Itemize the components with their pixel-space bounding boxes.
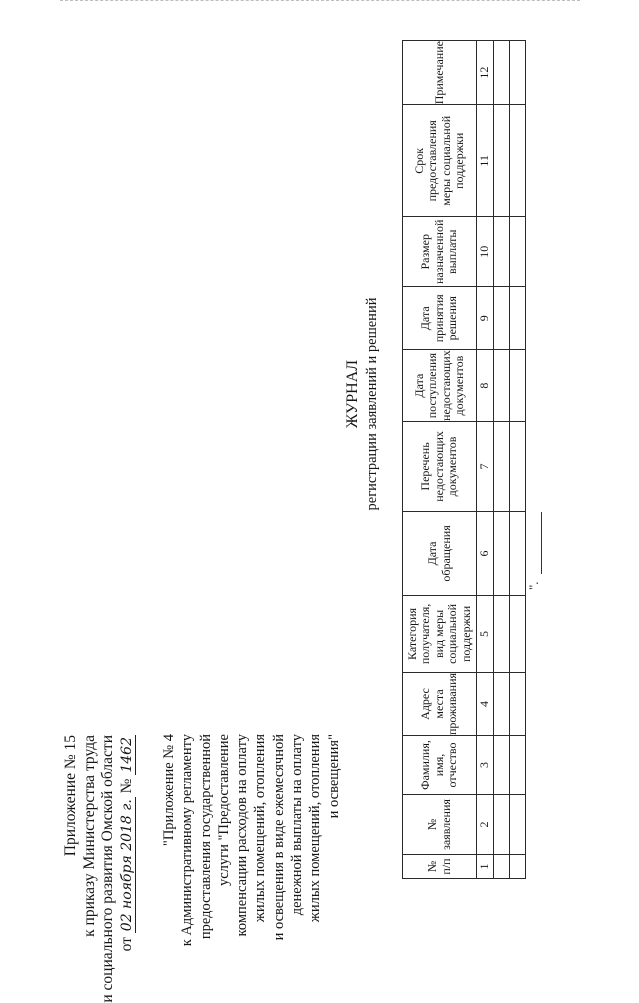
column-header: № п/п — [403, 855, 477, 879]
order-reference: к приказу Министерства труда — [81, 735, 98, 937]
table-row — [494, 41, 510, 879]
journal-title: ЖУРНАЛ — [344, 359, 361, 429]
column-header: Примечание — [403, 41, 477, 105]
column-number: 6 — [477, 511, 494, 595]
column-header: Срок предоставления меры социальной поддержки — [403, 105, 477, 217]
column-header: Дата принятия решения — [403, 287, 477, 350]
column-number: 11 — [477, 105, 494, 217]
order-date-line — [118, 735, 136, 951]
column-number: 7 — [477, 421, 494, 511]
column-number: 5 — [477, 595, 494, 672]
appendix-line: компенсации расходов на оплату — [234, 734, 251, 937]
table-header-row — [403, 41, 477, 879]
handwritten-number: 1462 — [119, 737, 135, 773]
column-header: Перечень недостающих документов — [403, 421, 477, 511]
closing-quote: ". — [526, 581, 541, 590]
appendix-line: услуги "Предоставление — [215, 734, 232, 887]
appendix-block — [160, 734, 343, 946]
appendix-line: денежной выплаты на оплату — [289, 734, 306, 916]
column-number: 10 — [477, 217, 494, 287]
column-number: 9 — [477, 287, 494, 350]
appendix-line: и освещения" — [325, 734, 342, 819]
column-header: № заявления — [403, 795, 477, 855]
column-header: Фамилия, имя, отчество — [403, 736, 477, 795]
column-number: 4 — [477, 672, 494, 735]
column-header: Дата обращения — [403, 511, 477, 595]
appendix-line: жилых помещений, отопления — [307, 734, 324, 923]
appendix-line: и освещения в виде ежемесячной — [270, 734, 287, 941]
appendix-line: жилых помещений, отопления — [252, 734, 269, 923]
handwritten-date: 02 ноября 2018 г. — [119, 799, 135, 932]
appendix-line: к Административному регламенту — [179, 734, 196, 947]
column-number: 8 — [477, 350, 494, 422]
date-prefix: от — [118, 937, 135, 952]
column-number: 2 — [477, 795, 494, 855]
column-header: Размер назначенной выплаты — [403, 217, 477, 287]
journal-subtitle: регистрации заявлений и решений — [364, 297, 380, 511]
appendix-line: "Приложение № 4 — [161, 734, 177, 847]
column-header: Дата поступления недостающих документов — [403, 350, 477, 422]
column-number: 1 — [477, 855, 494, 879]
ministry-name: и социального развития Омской области — [99, 735, 116, 1003]
order-appendix-label: Приложение № 15 — [62, 735, 79, 857]
appendix-line: предоставления государственной — [197, 734, 214, 940]
column-header: Категория получателя, вид меры социальной поддержки — [403, 595, 477, 672]
column-number: 3 — [477, 736, 494, 795]
column-number-row — [477, 41, 494, 879]
table-row — [510, 41, 526, 879]
column-number: 12 — [477, 41, 494, 105]
closing-line — [541, 512, 542, 574]
journal-table — [402, 40, 526, 879]
column-header: Адрес места проживания — [403, 672, 477, 735]
number-prefix: № — [118, 778, 135, 794]
